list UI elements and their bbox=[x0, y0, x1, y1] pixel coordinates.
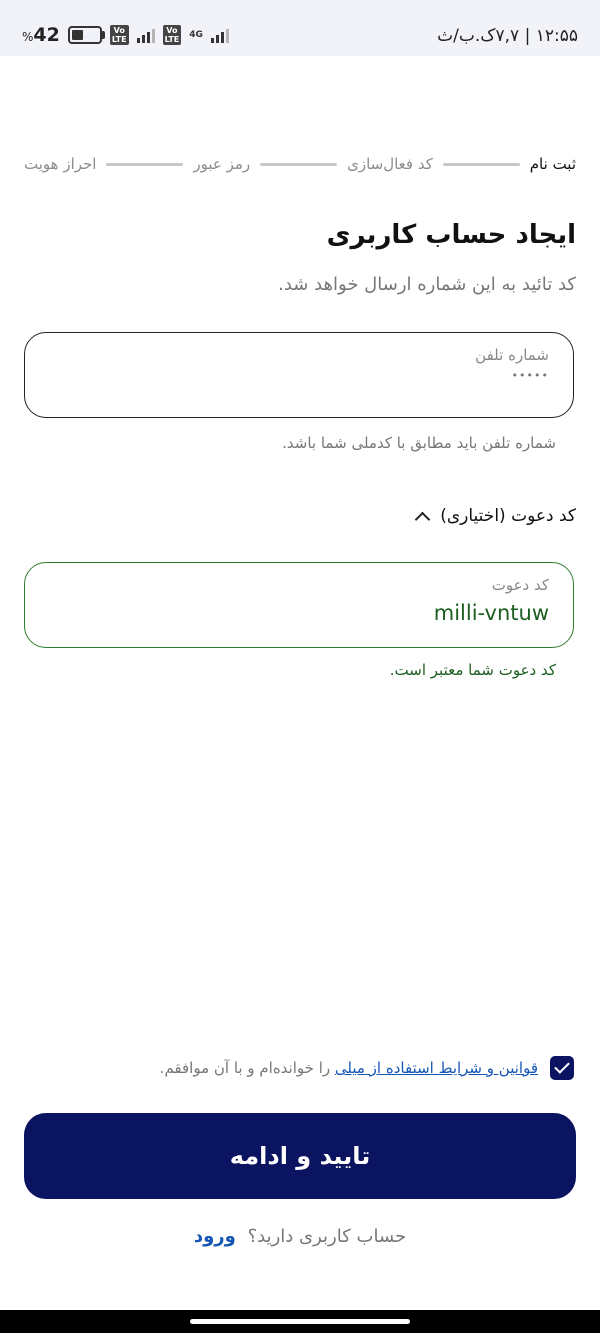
login-question: حساب کاربری دارید؟ bbox=[247, 1226, 407, 1247]
status-icons bbox=[22, 24, 229, 46]
home-indicator[interactable] bbox=[190, 1319, 410, 1324]
phone-field-label: شماره تلفن bbox=[475, 346, 549, 364]
step-divider bbox=[443, 163, 520, 166]
confirm-continue-button[interactable]: تایید و ادامه bbox=[24, 1113, 576, 1199]
terms-link[interactable]: قوانین و شرایط استفاده از میلی bbox=[334, 1059, 538, 1077]
chevron-up-icon bbox=[415, 511, 431, 527]
invite-valid-message: کد دعوت شما معتبر است. bbox=[389, 661, 556, 679]
step-divider bbox=[106, 163, 183, 166]
invite-code-field[interactable] bbox=[24, 562, 574, 648]
battery-fill bbox=[72, 30, 83, 40]
step-password: رمز عبور bbox=[193, 155, 251, 173]
status-time: ۱۲:۵۵ | ۷,۷ک.ب/ث bbox=[437, 26, 578, 46]
login-link[interactable]: ورود bbox=[193, 1226, 236, 1247]
invite-code-toggle[interactable] bbox=[417, 506, 576, 526]
terms-row bbox=[160, 1056, 574, 1080]
battery-icon bbox=[68, 26, 102, 44]
step-activation-code: کد فعال‌سازی bbox=[347, 155, 433, 173]
step-identity-verification: احراز هویت bbox=[24, 155, 97, 173]
signup-stepper bbox=[24, 152, 576, 176]
phone-field[interactable] bbox=[24, 332, 574, 418]
phone-field-value[interactable]: ••••• bbox=[511, 369, 549, 382]
invite-code-label: کد دعوت bbox=[491, 576, 549, 594]
status-time-value: ۱۲:۵۵ bbox=[535, 26, 578, 46]
system-nav-bar bbox=[0, 1310, 600, 1333]
terms-text bbox=[160, 1059, 538, 1077]
login-row bbox=[0, 1226, 600, 1247]
invite-code-toggle-label: کد دعوت (اختیاری) bbox=[440, 506, 576, 526]
network-type-icon: 4G bbox=[189, 29, 203, 40]
step-signup: ثبت نام bbox=[529, 155, 576, 173]
status-date: ۷,۷ک.ب/ث bbox=[437, 26, 520, 46]
invite-code-value[interactable]: milli-vntuw bbox=[433, 601, 549, 625]
page-title: ایجاد حساب کاربری bbox=[326, 220, 576, 250]
terms-checkbox[interactable] bbox=[550, 1056, 574, 1080]
step-divider bbox=[260, 163, 337, 166]
page-subtitle: کد تائید به این شماره ارسال خواهد شد. bbox=[278, 274, 576, 295]
terms-rest: را خوانده‌ام و با آن موافقم. bbox=[159, 1059, 335, 1077]
phone-hint: شماره تلفن باید مطابق با کدملی شما باشد. bbox=[282, 434, 556, 452]
battery-percent: %42 bbox=[22, 24, 60, 46]
signal-icon-2 bbox=[211, 27, 229, 43]
signal-icon bbox=[137, 27, 155, 43]
volte-icon: Vo LTE bbox=[111, 26, 127, 44]
volte-icon-2: Vo LTE bbox=[164, 26, 180, 44]
status-bar bbox=[0, 0, 600, 56]
